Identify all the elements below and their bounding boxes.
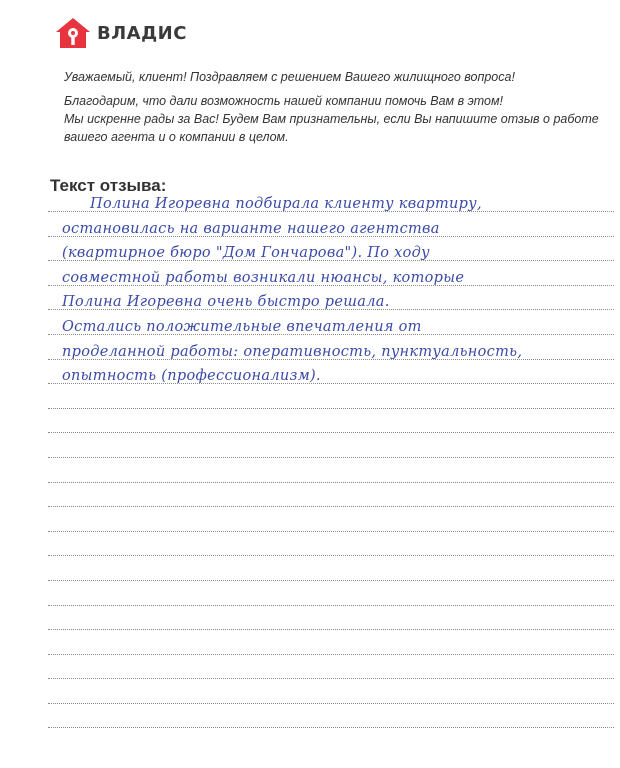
ruled-line: [48, 727, 614, 728]
greeting-text: Уважаемый, клиент! Поздравляем с решением Вашего жилищного вопроса!: [64, 70, 515, 84]
ruled-line: [48, 605, 614, 606]
handwritten-line: Полина Игоревна подбирала клиенту квартиру,: [90, 196, 482, 212]
ruled-line: [48, 482, 614, 483]
ruled-line: [48, 629, 614, 630]
handwritten-line: Остались положительные впечатления от: [62, 318, 422, 335]
intro-paragraph: [64, 92, 604, 146]
intro-line: вашего агента и о компании в целом.: [64, 130, 289, 144]
brand-logo: [55, 17, 187, 49]
ruled-line: [48, 457, 614, 458]
ruled-line: [48, 531, 614, 532]
ruled-line: [48, 432, 614, 433]
handwritten-line: совместной работы возникали нюансы, которые: [62, 269, 465, 286]
ruled-line: [48, 408, 614, 409]
ruled-line: [48, 678, 614, 679]
handwritten-line: Полина Игоревна очень быстро решала.: [62, 294, 390, 311]
ruled-line: [48, 555, 614, 556]
review-heading: Текст отзыва:: [50, 176, 167, 195]
handwritten-line: (квартирное бюро "Дом Гончарова"). По ходу: [62, 245, 430, 262]
handwritten-line: проделанной работы: оперативность, пунктуальность,: [62, 343, 523, 360]
handwritten-line: остановилась на варианте нашего агентства: [62, 220, 440, 237]
handwritten-review: [62, 192, 620, 389]
intro-line: Мы искренне рады за Вас! Будем Вам признательны, если Вы напишите отзыв о работе: [64, 112, 599, 126]
ruled-line: [48, 703, 614, 704]
ruled-line: [48, 654, 614, 655]
ruled-line: [48, 506, 614, 507]
intro-line: Благодарим, что дали возможность нашей компании помочь Вам в этом!: [64, 94, 504, 108]
brand-name: ВЛАДИС: [97, 22, 187, 44]
house-key-icon: [55, 17, 91, 49]
ruled-line: [48, 580, 614, 581]
intro-text: [64, 68, 604, 152]
handwritten-line: опытность (профессионализм).: [62, 368, 321, 385]
